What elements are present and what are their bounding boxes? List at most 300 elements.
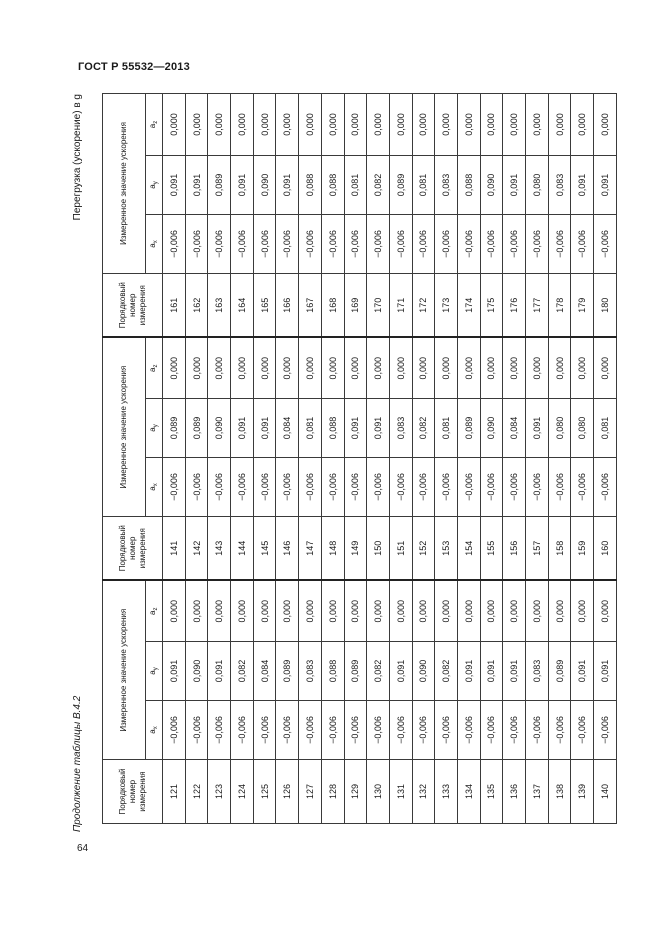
cell-value-x: −0,006 [367, 457, 390, 516]
cell-sequence-number: 150 [367, 516, 390, 580]
header-axis-z [146, 580, 163, 641]
cell-sequence-number: 179 [571, 273, 594, 337]
cell-value-y: 0,091 [526, 398, 549, 457]
cell-sequence-number: 122 [185, 760, 208, 824]
cell-sequence-number: 131 [389, 760, 412, 824]
cell-value-z: 0,000 [503, 93, 526, 155]
cell-sequence-number: 172 [412, 273, 435, 337]
header-axis-z [146, 93, 163, 155]
cell-value-y: 0,082 [435, 642, 458, 701]
cell-sequence-number: 152 [412, 516, 435, 580]
cell-value-y: 0,082 [412, 398, 435, 457]
cell-value-x: −0,006 [253, 214, 276, 273]
cell-value-x: −0,006 [389, 214, 412, 273]
cell-value-z: 0,000 [412, 580, 435, 641]
cell-value-x: −0,006 [321, 701, 344, 760]
cell-value-y: 0,091 [231, 398, 254, 457]
cell-sequence-number: 142 [185, 516, 208, 580]
cell-sequence-number: 161 [163, 273, 186, 337]
cell-value-z: 0,000 [526, 337, 549, 398]
cell-value-x: −0,006 [208, 457, 231, 516]
header-sequence-number: Порядковый номер измерения [103, 516, 163, 580]
header-measured-acceleration: Измеренное значение ускорения [103, 93, 146, 273]
cell-value-z: 0,000 [389, 93, 412, 155]
cell-value-y: 0,081 [412, 155, 435, 214]
cell-value-z: 0,000 [457, 93, 480, 155]
cell-value-x: −0,006 [594, 214, 617, 273]
cell-sequence-number: 154 [457, 516, 480, 580]
cell-value-y: 0,091 [503, 155, 526, 214]
cell-value-x: −0,006 [185, 457, 208, 516]
cell-value-z: 0,000 [208, 93, 231, 155]
cell-sequence-number: 134 [457, 760, 480, 824]
cell-value-y: 0,083 [299, 642, 322, 701]
cell-sequence-number: 139 [571, 760, 594, 824]
axis-symbol: a [147, 729, 157, 734]
axis-symbol: a [147, 670, 157, 675]
table-body [163, 93, 617, 823]
cell-value-z: 0,000 [344, 337, 367, 398]
cell-value-y: 0,090 [253, 155, 276, 214]
cell-value-y: 0,089 [344, 642, 367, 701]
cell-value-z: 0,000 [594, 93, 617, 155]
axis-symbol: a [147, 123, 157, 129]
cell-value-z: 0,000 [185, 93, 208, 155]
cell-sequence-number: 137 [526, 760, 549, 824]
cell-value-x: −0,006 [321, 214, 344, 273]
cell-sequence-number: 164 [231, 273, 254, 337]
cell-value-z: 0,000 [253, 337, 276, 398]
cell-sequence-number: 129 [344, 760, 367, 824]
cell-value-z: 0,000 [344, 93, 367, 155]
cell-value-z: 0,000 [457, 580, 480, 641]
cell-value-y: 0,090 [480, 155, 503, 214]
cell-value-y: 0,090 [185, 642, 208, 701]
cell-value-x: −0,006 [548, 701, 571, 760]
cell-value-x: −0,006 [571, 214, 594, 273]
axis-subscript: z [152, 120, 159, 124]
rotated-table-block [72, 94, 614, 832]
table-row [321, 93, 344, 823]
cell-sequence-number: 170 [367, 273, 390, 337]
cell-sequence-number: 153 [435, 516, 458, 580]
cell-value-x: −0,006 [480, 457, 503, 516]
cell-value-z: 0,000 [276, 580, 299, 641]
cell-value-y: 0,084 [503, 398, 526, 457]
cell-value-y: 0,091 [185, 155, 208, 214]
cell-value-x: −0,006 [480, 214, 503, 273]
cell-value-y: 0,091 [344, 398, 367, 457]
cell-value-x: −0,006 [457, 457, 480, 516]
cell-sequence-number: 136 [503, 760, 526, 824]
cell-value-y: 0,091 [276, 155, 299, 214]
axis-subscript: x [152, 240, 159, 244]
cell-value-y: 0,091 [594, 155, 617, 214]
cell-value-z: 0,000 [163, 580, 186, 641]
cell-value-x: −0,006 [435, 214, 458, 273]
cell-value-x: −0,006 [253, 701, 276, 760]
page-number: 64 [77, 843, 89, 854]
cell-value-z: 0,000 [548, 337, 571, 398]
header-axis-z [146, 337, 163, 398]
axis-symbol: a [147, 610, 157, 615]
cell-value-z: 0,000 [163, 337, 186, 398]
cell-value-y: 0,091 [571, 155, 594, 214]
cell-value-z: 0,000 [253, 93, 276, 155]
cell-value-x: −0,006 [185, 214, 208, 273]
cell-value-z: 0,000 [571, 93, 594, 155]
cell-value-z: 0,000 [231, 580, 254, 641]
cell-value-z: 0,000 [480, 580, 503, 641]
cell-value-x: −0,006 [299, 214, 322, 273]
axis-symbol: a [147, 427, 157, 432]
cell-sequence-number: 127 [299, 760, 322, 824]
axis-subscript: z [152, 607, 159, 611]
cell-value-y: 0,091 [163, 642, 186, 701]
cell-value-y: 0,089 [548, 642, 571, 701]
table-row [253, 93, 276, 823]
cell-value-y: 0,080 [548, 398, 571, 457]
axis-subscript: y [152, 424, 159, 428]
axis-subscript: x [152, 483, 159, 487]
cell-value-y: 0,090 [412, 642, 435, 701]
cell-sequence-number: 121 [163, 760, 186, 824]
cell-value-x: −0,006 [299, 457, 322, 516]
cell-value-z: 0,000 [503, 580, 526, 641]
axis-subscript: y [152, 181, 159, 185]
cell-value-y: 0,083 [526, 642, 549, 701]
cell-value-z: 0,000 [321, 580, 344, 641]
cell-value-x: −0,006 [435, 701, 458, 760]
cell-value-x: −0,006 [163, 701, 186, 760]
cell-value-x: −0,006 [548, 214, 571, 273]
cell-sequence-number: 135 [480, 760, 503, 824]
cell-sequence-number: 174 [457, 273, 480, 337]
cell-sequence-number: 133 [435, 760, 458, 824]
table-row [344, 93, 367, 823]
cell-sequence-number: 126 [276, 760, 299, 824]
cell-value-y: 0,083 [389, 398, 412, 457]
axis-symbol: a [147, 367, 157, 372]
cell-value-x: −0,006 [548, 457, 571, 516]
cell-value-x: −0,006 [594, 457, 617, 516]
cell-value-x: −0,006 [253, 457, 276, 516]
cell-value-z: 0,000 [299, 580, 322, 641]
cell-value-z: 0,000 [253, 580, 276, 641]
cell-sequence-number: 178 [548, 273, 571, 337]
cell-value-x: −0,006 [389, 701, 412, 760]
cell-sequence-number: 177 [526, 273, 549, 337]
cell-sequence-number: 145 [253, 516, 276, 580]
cell-value-x: −0,006 [231, 214, 254, 273]
cell-value-z: 0,000 [435, 580, 458, 641]
cell-value-y: 0,090 [480, 398, 503, 457]
cell-value-y: 0,091 [457, 642, 480, 701]
header-sequence-number: Порядковый номер измерения [103, 760, 163, 824]
cell-sequence-number: 158 [548, 516, 571, 580]
cell-sequence-number: 151 [389, 516, 412, 580]
cell-sequence-number: 124 [231, 760, 254, 824]
cell-sequence-number: 125 [253, 760, 276, 824]
cell-sequence-number: 132 [412, 760, 435, 824]
cell-value-x: −0,006 [457, 214, 480, 273]
cell-value-z: 0,000 [435, 337, 458, 398]
cell-value-x: −0,006 [412, 214, 435, 273]
cell-sequence-number: 175 [480, 273, 503, 337]
cell-sequence-number: 168 [321, 273, 344, 337]
table-row [412, 93, 435, 823]
cell-value-x: −0,006 [571, 457, 594, 516]
cell-value-z: 0,000 [457, 337, 480, 398]
cell-value-x: −0,006 [276, 214, 299, 273]
cell-value-y: 0,088 [457, 155, 480, 214]
cell-sequence-number: 149 [344, 516, 367, 580]
cell-value-x: −0,006 [344, 457, 367, 516]
table-header [103, 93, 163, 823]
header-axis-x [146, 457, 163, 516]
cell-value-z: 0,000 [163, 93, 186, 155]
cell-value-y: 0,084 [276, 398, 299, 457]
cell-value-y: 0,089 [163, 398, 186, 457]
cell-sequence-number: 162 [185, 273, 208, 337]
cell-value-y: 0,088 [321, 398, 344, 457]
cell-value-y: 0,083 [435, 155, 458, 214]
cell-sequence-number: 130 [367, 760, 390, 824]
header-measured-acceleration: Измеренное значение ускорения [103, 580, 146, 759]
cell-value-y: 0,089 [185, 398, 208, 457]
cell-value-x: −0,006 [503, 701, 526, 760]
measurement-table [102, 93, 617, 824]
table-row [548, 93, 571, 823]
cell-value-y: 0,083 [548, 155, 571, 214]
cell-value-z: 0,000 [526, 580, 549, 641]
standard-header: ГОСТ Р 55532—2013 [78, 61, 190, 73]
cell-value-x: −0,006 [208, 214, 231, 273]
cell-value-y: 0,088 [321, 642, 344, 701]
cell-value-y: 0,091 [389, 642, 412, 701]
header-axis-x [146, 701, 163, 760]
cell-value-y: 0,091 [594, 642, 617, 701]
cell-value-z: 0,000 [231, 337, 254, 398]
cell-value-z: 0,000 [480, 93, 503, 155]
axis-symbol: a [147, 486, 157, 491]
cell-value-z: 0,000 [571, 337, 594, 398]
cell-sequence-number: 123 [208, 760, 231, 824]
cell-sequence-number: 144 [231, 516, 254, 580]
cell-value-y: 0,091 [503, 642, 526, 701]
cell-sequence-number: 148 [321, 516, 344, 580]
cell-value-x: −0,006 [299, 701, 322, 760]
cell-value-z: 0,000 [389, 337, 412, 398]
cell-value-z: 0,000 [526, 93, 549, 155]
table-row [208, 93, 231, 823]
cell-sequence-number: 180 [594, 273, 617, 337]
header-axis-x [146, 214, 163, 273]
cell-sequence-number: 173 [435, 273, 458, 337]
cell-value-y: 0,080 [526, 155, 549, 214]
header-axis-y [146, 155, 163, 214]
cell-value-y: 0,082 [367, 642, 390, 701]
cell-value-z: 0,000 [299, 93, 322, 155]
table-row [594, 93, 617, 823]
cell-value-z: 0,000 [367, 580, 390, 641]
cell-sequence-number: 159 [571, 516, 594, 580]
cell-value-z: 0,000 [412, 93, 435, 155]
cell-value-z: 0,000 [367, 93, 390, 155]
cell-value-y: 0,091 [480, 642, 503, 701]
cell-value-z: 0,000 [594, 580, 617, 641]
cell-value-x: −0,006 [389, 457, 412, 516]
cell-value-x: −0,006 [231, 701, 254, 760]
table-row [457, 93, 480, 823]
table-row [163, 93, 186, 823]
cell-value-x: −0,006 [594, 701, 617, 760]
cell-sequence-number: 176 [503, 273, 526, 337]
cell-value-z: 0,000 [435, 93, 458, 155]
cell-value-y: 0,091 [208, 642, 231, 701]
cell-sequence-number: 160 [594, 516, 617, 580]
cell-value-z: 0,000 [276, 93, 299, 155]
cell-sequence-number: 156 [503, 516, 526, 580]
cell-value-x: −0,006 [457, 701, 480, 760]
cell-value-y: 0,088 [321, 155, 344, 214]
units-caption: Перегрузка (ускорение) в g [72, 94, 83, 221]
cell-value-y: 0,081 [594, 398, 617, 457]
header-axis-y [146, 642, 163, 701]
cell-value-z: 0,000 [185, 337, 208, 398]
cell-value-x: −0,006 [412, 701, 435, 760]
table-continuation-caption: Продолжение таблицы В.4.2 [72, 695, 83, 832]
cell-sequence-number: 157 [526, 516, 549, 580]
cell-value-y: 0,089 [276, 642, 299, 701]
cell-sequence-number: 165 [253, 273, 276, 337]
axis-symbol: a [147, 243, 157, 248]
cell-value-x: −0,006 [276, 457, 299, 516]
cell-value-z: 0,000 [208, 337, 231, 398]
header-sequence-number: Порядковый номер измерения [103, 273, 163, 337]
table-row [503, 93, 526, 823]
cell-sequence-number: 169 [344, 273, 367, 337]
cell-value-z: 0,000 [548, 580, 571, 641]
cell-value-z: 0,000 [594, 337, 617, 398]
cell-value-y: 0,081 [299, 398, 322, 457]
cell-sequence-number: 141 [163, 516, 186, 580]
cell-value-y: 0,091 [163, 155, 186, 214]
cell-value-x: −0,006 [276, 701, 299, 760]
cell-value-x: −0,006 [321, 457, 344, 516]
cell-value-z: 0,000 [412, 337, 435, 398]
cell-value-z: 0,000 [480, 337, 503, 398]
cell-value-x: −0,006 [480, 701, 503, 760]
cell-value-z: 0,000 [344, 580, 367, 641]
cell-sequence-number: 147 [299, 516, 322, 580]
cell-value-x: −0,006 [231, 457, 254, 516]
cell-sequence-number: 163 [208, 273, 231, 337]
cell-value-y: 0,080 [571, 398, 594, 457]
cell-value-x: −0,006 [208, 701, 231, 760]
axis-subscript: z [152, 364, 159, 368]
cell-value-x: −0,006 [526, 457, 549, 516]
cell-value-x: −0,006 [367, 214, 390, 273]
cell-value-y: 0,089 [389, 155, 412, 214]
cell-value-y: 0,091 [253, 398, 276, 457]
cell-value-y: 0,091 [231, 155, 254, 214]
cell-value-z: 0,000 [389, 580, 412, 641]
cell-value-z: 0,000 [208, 580, 231, 641]
cell-value-z: 0,000 [276, 337, 299, 398]
cell-value-y: 0,082 [231, 642, 254, 701]
cell-value-y: 0,084 [253, 642, 276, 701]
table-row [526, 93, 549, 823]
cell-sequence-number: 155 [480, 516, 503, 580]
cell-value-x: −0,006 [526, 701, 549, 760]
cell-value-y: 0,091 [367, 398, 390, 457]
cell-sequence-number: 146 [276, 516, 299, 580]
cell-value-z: 0,000 [299, 337, 322, 398]
cell-value-x: −0,006 [412, 457, 435, 516]
table-row [299, 93, 322, 823]
table-row [367, 93, 390, 823]
cell-value-z: 0,000 [231, 93, 254, 155]
cell-value-y: 0,081 [435, 398, 458, 457]
cell-sequence-number: 140 [594, 760, 617, 824]
cell-value-z: 0,000 [503, 337, 526, 398]
cell-value-z: 0,000 [185, 580, 208, 641]
axis-subscript: x [152, 726, 159, 730]
table-row [185, 93, 208, 823]
header-axis-y [146, 398, 163, 457]
cell-value-y: 0,089 [208, 155, 231, 214]
cell-sequence-number: 138 [548, 760, 571, 824]
cell-value-z: 0,000 [367, 337, 390, 398]
cell-value-x: −0,006 [163, 214, 186, 273]
cell-sequence-number: 128 [321, 760, 344, 824]
cell-value-y: 0,090 [208, 398, 231, 457]
cell-value-y: 0,091 [571, 642, 594, 701]
cell-value-z: 0,000 [571, 580, 594, 641]
table-row [231, 93, 254, 823]
cell-value-y: 0,081 [344, 155, 367, 214]
cell-sequence-number: 171 [389, 273, 412, 337]
table-row [276, 93, 299, 823]
cell-value-z: 0,000 [321, 337, 344, 398]
cell-value-y: 0,089 [457, 398, 480, 457]
cell-value-x: −0,006 [435, 457, 458, 516]
cell-value-x: −0,006 [571, 701, 594, 760]
cell-value-x: −0,006 [367, 701, 390, 760]
cell-value-y: 0,082 [367, 155, 390, 214]
table-row [389, 93, 412, 823]
axis-symbol: a [147, 184, 157, 189]
cell-sequence-number: 167 [299, 273, 322, 337]
cell-value-x: −0,006 [503, 214, 526, 273]
cell-value-x: −0,006 [185, 701, 208, 760]
cell-value-x: −0,006 [344, 701, 367, 760]
cell-value-x: −0,006 [163, 457, 186, 516]
cell-sequence-number: 166 [276, 273, 299, 337]
cell-value-x: −0,006 [344, 214, 367, 273]
table-row [571, 93, 594, 823]
cell-value-z: 0,000 [321, 93, 344, 155]
table-row [435, 93, 458, 823]
cell-value-x: −0,006 [503, 457, 526, 516]
cell-sequence-number: 143 [208, 516, 231, 580]
header-measured-acceleration: Измеренное значение ускорения [103, 337, 146, 516]
axis-subscript: y [152, 667, 159, 671]
cell-value-y: 0,088 [299, 155, 322, 214]
cell-value-x: −0,006 [526, 214, 549, 273]
table-row [480, 93, 503, 823]
